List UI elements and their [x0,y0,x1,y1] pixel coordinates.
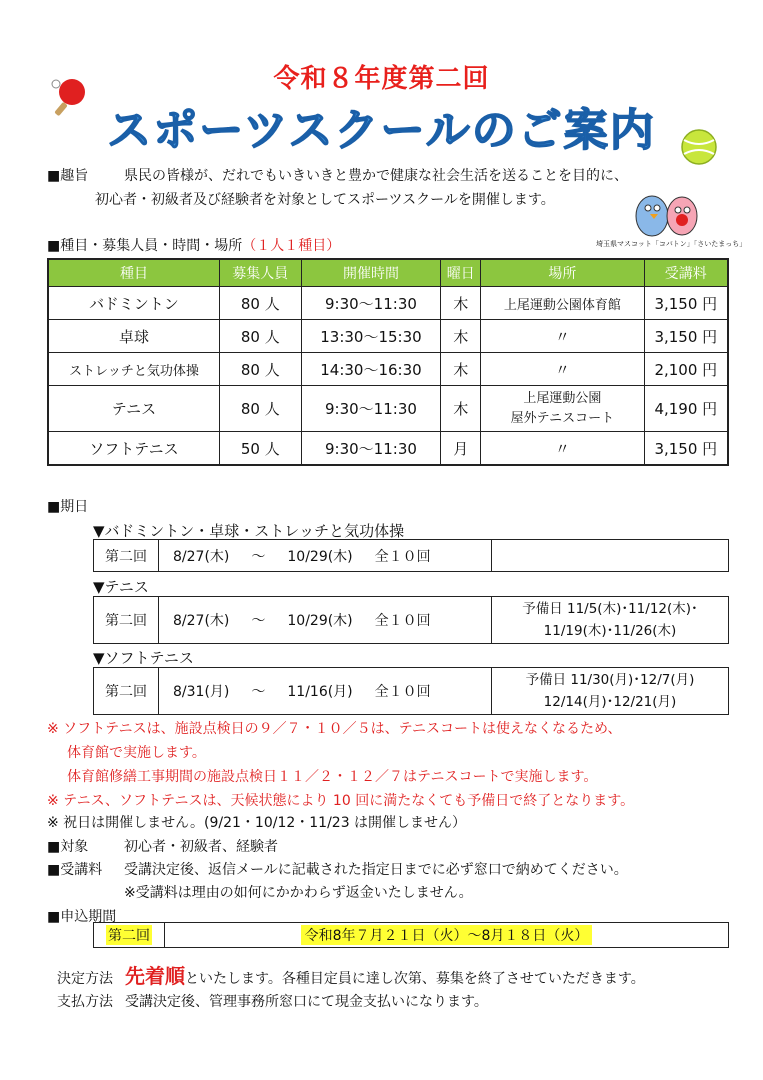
cell-fee: 2,100 円 [644,353,728,386]
application-round: 第二回 [106,925,152,945]
cell-event: 卓球 [48,320,219,353]
schedule-end: 10/29(木) [287,613,353,629]
title-line1: 令和８年度第二回 [273,64,490,94]
schedule-end: 10/29(木) [287,548,353,565]
fee-text: 受講決定後、返信メールに記載された指定日までに必ず窓口で納めてください。 [124,862,628,878]
cell-time: 9:30～11:30 [301,432,441,466]
cell-place-line2: 屋外テニスコート [510,410,615,426]
target-label: ■対象 [47,839,89,855]
fee-label: ■受講料 [47,862,103,878]
table-row [48,320,728,353]
cell-fee: 3,150 円 [644,320,728,353]
schedule-tilde: ～ [251,684,266,700]
schedule-spare-line2: 11/19(木)･11/26(木) [543,623,677,639]
decision-label: 決定方法 [57,971,113,987]
cell-day: 木 [441,353,481,386]
schedule-end: 11/16(月) [287,684,353,700]
table-row [48,353,728,386]
schedule-period [159,540,492,571]
header-day: 曜日 [441,259,481,287]
application-label: ■申込期間 [47,909,117,925]
schedule-start: 8/27(木) [173,548,230,565]
dates-group-heading: ▼バドミントン・卓球・ストレッチと気功体操 [93,522,405,540]
decision-line [57,960,645,989]
payment-line [57,991,488,1011]
dates-label: ■期日 [47,499,89,515]
table-header-row [48,259,728,287]
cell-place: 上尾運動公園体育館 [481,287,644,320]
cell-day: 木 [441,287,481,320]
schedule-start: 8/31(月) [173,684,230,700]
cell-event: テニス [48,386,219,432]
note-softtennis-1: ※ ソフトテニスは、施設点検日の９／７・１０／５は、テニスコートは使えなくなるため、 [47,721,622,737]
application-period-cell [165,923,728,947]
purpose-line2: 初心者・初級者及び経験者を対象としてスポーツスクールを開催します。 [95,192,555,208]
header-event: 種目 [48,259,219,287]
schedule-period [159,668,492,714]
purpose-label: ■趣旨 [47,168,89,184]
table-row [48,287,728,320]
note-tennis: ※ テニス、ソフトテニスは、天候状態により 10 回に満たなくても予備日で終了となります。 [47,793,635,809]
cell-fee: 3,150 円 [644,432,728,466]
cell-place: 〃 [481,432,644,466]
decision-emph: 先着順 [125,964,185,988]
cell-time: 9:30～11:30 [301,386,441,432]
note-holiday: ※ 祝日は開催しません。(9/21・10/12・11/23 は開催しません） [47,815,467,831]
header-fee: 受講料 [644,259,728,287]
schedule-period [159,597,492,643]
schedule-row [93,667,729,715]
schedule-spare-line1: 予備日 11/5(木)･11/12(木)･ [522,601,698,617]
cell-place: 〃 [481,353,644,386]
schedule-tilde: ～ [251,548,266,565]
schedule-tilde: ～ [251,613,266,629]
cell-capacity: 80 人 [219,386,301,432]
cell-event: ストレッチと気功体操 [48,353,219,386]
cell-day: 木 [441,320,481,353]
cell-event: ソフトテニス [48,432,219,466]
schedule-count: 全１０回 [374,548,431,565]
table-tennis-racket-icon [50,76,90,120]
schedule-row [93,539,729,572]
mascot-caption: 埼玉県マスコット「コバトン」「さいたまっち」 [596,240,747,248]
header-time: 開催時間 [301,259,441,287]
target-text: 初心者・初級者、経験者 [124,839,278,855]
events-heading [47,235,340,255]
cell-event: バドミントン [48,287,219,320]
payment-text: 受講決定後、管理事務所窓口にて現金支払いになります。 [125,994,488,1010]
cell-time: 9:30～11:30 [301,287,441,320]
events-heading-note: （１人１種目） [242,238,341,254]
cell-fee: 3,150 円 [644,287,728,320]
note-softtennis-2: 体育館で実施します。 [67,745,206,761]
cell-capacity: 80 人 [219,320,301,353]
cell-place: 〃 [481,320,644,353]
schedule-count: 全１０回 [374,613,431,629]
cell-fee: 4,190 円 [644,386,728,432]
note-softtennis-3: 体育館修繕工事期間の施設点検日１１／２・１２／７はテニスコートで実施します。 [67,769,598,785]
table-row [48,386,728,432]
schedule-count: 全１０回 [374,684,431,700]
cell-capacity: 50 人 [219,432,301,466]
cell-place [481,386,644,432]
cell-place-line1: 上尾運動公園 [523,390,602,406]
application-round-cell [94,923,165,947]
schedule-row [93,596,729,644]
dates-group-heading: ▼テニス [93,578,149,596]
cell-time: 14:30～16:30 [301,353,441,386]
application-period: 令和8年７月２１日（火）～8月１８日（火） [301,925,593,945]
table-row [48,432,728,466]
fee-note: ※受講料は理由の如何にかかわらず返金いたしません。 [124,885,473,901]
schedule-round: 第二回 [94,597,159,643]
dates-group-heading: ▼ソフトテニス [93,649,194,667]
schedule-spare-line2: 12/14(月)･12/21(月) [543,694,677,710]
cell-day: 月 [441,432,481,466]
header-place: 場所 [481,259,644,287]
mascot-illustration-icon [628,186,708,238]
cell-time: 13:30～15:30 [301,320,441,353]
schedule-spare [492,540,728,571]
application-row [93,922,729,948]
schedule-start: 8/27(木) [173,613,230,629]
cell-capacity: 80 人 [219,353,301,386]
schedule-round: 第二回 [94,668,159,714]
purpose-line1: 県民の皆様が、だれでもいきいきと豊かで健康な社会生活を送ることを目的に、 [124,168,628,184]
events-heading-text: ■種目・募集人員・時間・場所 [47,238,243,254]
header-capacity: 募集人員 [219,259,301,287]
payment-label: 支払方法 [57,994,113,1010]
schedule-spare [492,668,728,714]
events-table [47,258,729,466]
schedule-round: 第二回 [94,540,159,571]
title-line2: スポーツスクールのご案内 [107,105,656,156]
cell-capacity: 80 人 [219,287,301,320]
cell-day: 木 [441,386,481,432]
schedule-spare [492,597,728,643]
schedule-spare-line1: 予備日 11/30(月)･12/7(月) [525,672,695,688]
tennis-ball-icon [680,128,718,166]
decision-text: といたします。各種目定員に達し次第、募集を終了させていただきます。 [185,971,645,987]
